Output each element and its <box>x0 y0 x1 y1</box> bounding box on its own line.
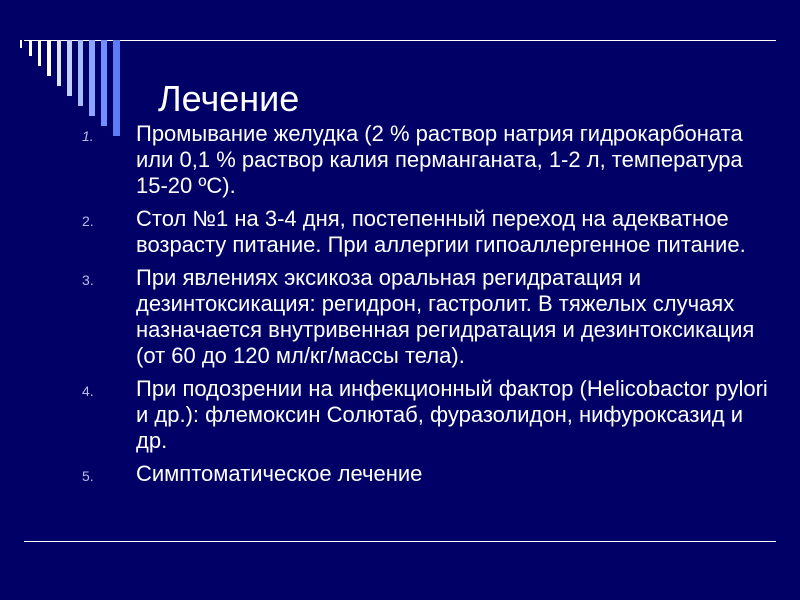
stripe <box>29 40 32 56</box>
stripe <box>57 40 61 86</box>
list-item <box>80 376 780 454</box>
list-item <box>80 265 780 369</box>
stripe <box>101 40 107 126</box>
item-number: 2. <box>82 213 94 229</box>
item-text: При явлениях эксикоза оральная регидратация и дезинтоксикация: регидрон, гастролит. В тяжелых случаях назначается внутривенная регидратация и дезинтоксикация (от 60 до 120 мл/кг/массы тела). <box>136 265 755 368</box>
item-text: При подозрении на инфекционный фактор (Helicobactor pylori и др.): флемоксин Солютаб, фуразолидон, нифуроксазид и др. <box>136 376 768 453</box>
decorative-stripes <box>0 0 140 140</box>
list-item <box>80 461 780 487</box>
stripe <box>67 40 72 96</box>
treatment-list <box>80 121 780 494</box>
item-text: Промывание желудка (2 % раствор натрия гидрокарбоната или 0,1 % раствор калия перманганата, 1-2 л, температура 15-20 ºС). <box>136 121 743 198</box>
item-number: 1. <box>82 128 94 144</box>
item-number: 5. <box>82 468 94 484</box>
stripe <box>38 40 41 66</box>
stripe <box>89 40 95 116</box>
slide-title: Лечение <box>158 78 300 119</box>
stripe <box>20 40 22 48</box>
stripe <box>47 40 51 76</box>
item-text: Симптоматическое лечение <box>136 461 423 486</box>
item-number: 4. <box>82 383 94 399</box>
list-item <box>80 206 780 258</box>
list-item <box>80 121 780 199</box>
bottom-divider <box>24 541 776 542</box>
item-number: 3. <box>82 272 94 288</box>
stripe <box>78 40 83 106</box>
item-text: Стол №1 на 3-4 дня, постепенный переход на адекватное возрасту питание. При аллергии гипоаллергенное питание. <box>136 206 746 257</box>
